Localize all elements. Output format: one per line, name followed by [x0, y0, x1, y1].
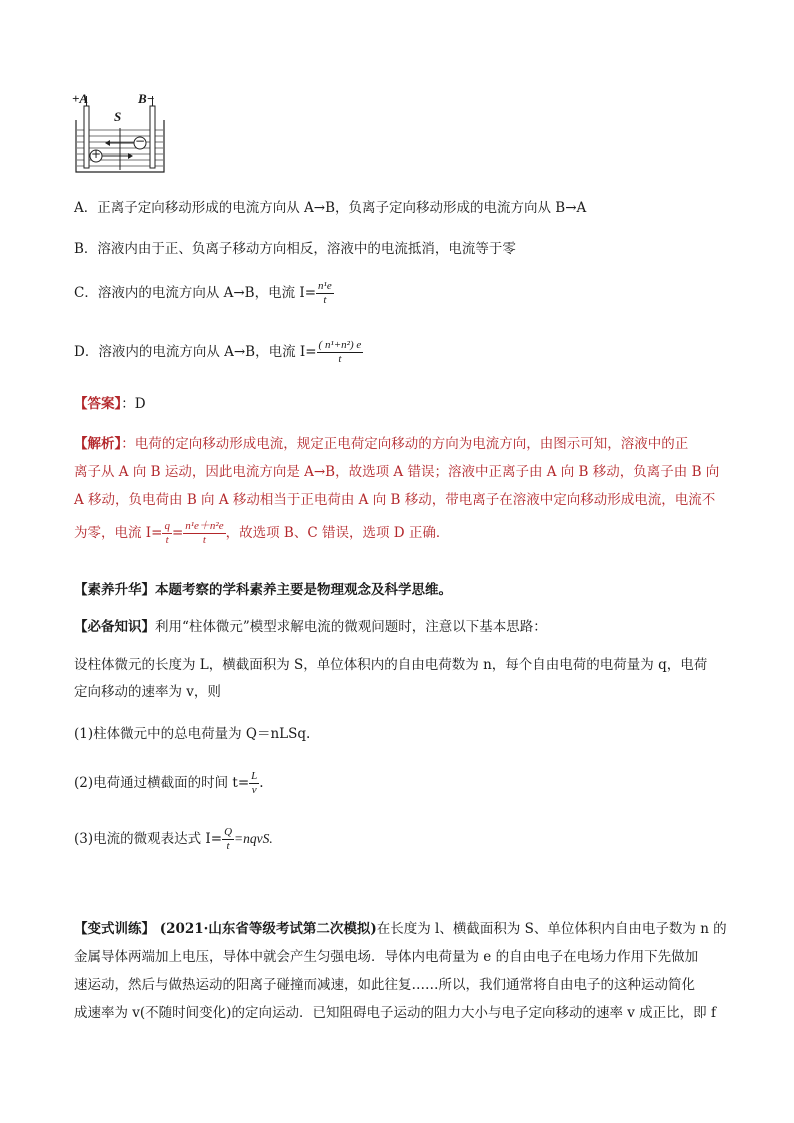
frac-v: v	[251, 784, 257, 796]
frac-q: q	[164, 520, 170, 532]
analysis-line-1	[74, 435, 688, 453]
option-c-denominator: t	[323, 294, 327, 306]
knowledge-setup-1: 设柱体微元的长度为 L，横截面积为 S，单位体积内的自由电荷数为 n，每个自由电荷的电荷量为 q，电荷	[74, 657, 708, 673]
knowledge-text: 利用“柱体微元”模型求解电流的微观问题时，注意以下基本思路：	[155, 619, 547, 635]
option-c-text: C．溶液内的电流方向从 A→B，电流 I=	[74, 285, 317, 301]
positive-ion-sign: +	[91, 147, 102, 161]
item-2-text: (2)电荷通过横截面的时间 t=	[74, 775, 250, 791]
answer-value: ：D	[121, 396, 146, 412]
frac-t: t	[165, 534, 169, 546]
item-2-fraction	[249, 770, 259, 797]
item-3-text: (3)电流的微观表达式 I=	[74, 831, 223, 847]
analysis-fraction-q-t	[162, 520, 172, 547]
option-a: A．正离子定向移动形成的电流方向从 A→B，负离子定向移动形成的电流方向从 B→A	[74, 200, 587, 216]
answer	[74, 395, 146, 413]
negative-ion-sign: −	[135, 134, 146, 148]
knowledge-item-3	[74, 826, 273, 853]
frac-l: L	[251, 770, 258, 782]
option-d-fraction	[317, 339, 364, 366]
analysis-conclusion: ，故选项 B、C 错误，选项 D 正确．	[225, 525, 450, 541]
label-s: S	[114, 109, 122, 124]
equals-sign: =	[171, 525, 184, 541]
variant-line-1	[74, 920, 727, 938]
label-b-minus: B−	[138, 91, 155, 106]
option-d-text: D．溶液内的电流方向从 A→B，电流 I=	[74, 344, 317, 360]
variant-line-4: 成速率为 v(不随时间变化)的定向运动．已知阻碍电子运动的阻力大小与电子定向移动的速率 v 成正比，即 f	[74, 1005, 716, 1021]
item-2-period: .	[259, 775, 264, 791]
analysis-text-1: ：电荷的定向移动形成电流，规定正电荷定向移动的方向为电流方向，由图示可知，溶液中的正	[121, 436, 689, 452]
frac-t-small: t	[226, 840, 230, 852]
item-3-result: =nqvS.	[234, 831, 273, 846]
variant-text-1: 在长度为 l、横截面积为 S、单位体积内自由电子数为 n 的	[376, 921, 727, 937]
answer-label: 【答案】	[74, 396, 122, 412]
literacy-section	[74, 581, 452, 599]
knowledge-section	[74, 618, 547, 636]
knowledge-setup-2: 定向移动的速率为 v，则	[74, 684, 221, 700]
knowledge-label: 【必备知识】	[74, 619, 155, 635]
option-b: B．溶液内由于正、负离子移动方向相反，溶液中的电流抵消，电流等于零	[74, 241, 516, 257]
option-d-numerator: ( n¹+n²) e	[318, 339, 362, 351]
frac-sum-numerator: n¹e＋n²e	[185, 520, 224, 532]
item-3-fraction	[222, 826, 234, 853]
variant-source: (2021·山东省等级考试第二次模拟)	[155, 921, 377, 937]
knowledge-item-2	[74, 770, 264, 797]
variant-line-3: 速运动，然后与做热运动的阳离子碰撞而减速，如此往复……所以，我们通常将自由电子的这种运动简化	[74, 977, 695, 993]
analysis-label: 【解析】	[74, 436, 122, 452]
analysis-line-2: 离子从 A 向 B 运动，因此电流方向是 A→B，故选项 A 错误；溶液中正离子由 A 向 B 移动，负离子由 B 向	[74, 464, 720, 480]
analysis-line-3: A 移动，负电荷由 B 向 A 移动相当于正电荷由 A 向 B 移动，带电离子在溶液中定向移动形成电流，电流不	[74, 492, 716, 508]
knowledge-item-1: (1)柱体微元中的总电荷量为 Q＝nLSq.	[74, 726, 311, 742]
option-d	[74, 339, 363, 366]
frac-sum-denominator: t	[202, 534, 206, 546]
option-d-denominator: t	[338, 353, 342, 365]
variant-label: 【变式训练】	[74, 921, 155, 937]
label-plus-a: +A	[72, 91, 89, 106]
analysis-fraction-sum	[183, 520, 225, 547]
electrolysis-figure	[72, 92, 168, 178]
option-c	[74, 280, 334, 307]
literacy-text: 本题考察的学科素养主要是物理观念及科学思维。	[155, 582, 452, 598]
option-c-numerator: n¹e	[318, 280, 332, 292]
frac-q-big: Q	[224, 826, 233, 838]
analysis-text-4: 为零，电流 I=	[74, 525, 163, 541]
variant-line-2: 金属导体两端加上电压，导体中就会产生匀强电场．导体内电荷量为 e 的自由电子在电场力作用下先做加	[74, 949, 699, 965]
literacy-label: 【素养升华】	[74, 582, 155, 598]
option-c-fraction	[316, 280, 334, 307]
analysis-line-4	[74, 520, 449, 547]
